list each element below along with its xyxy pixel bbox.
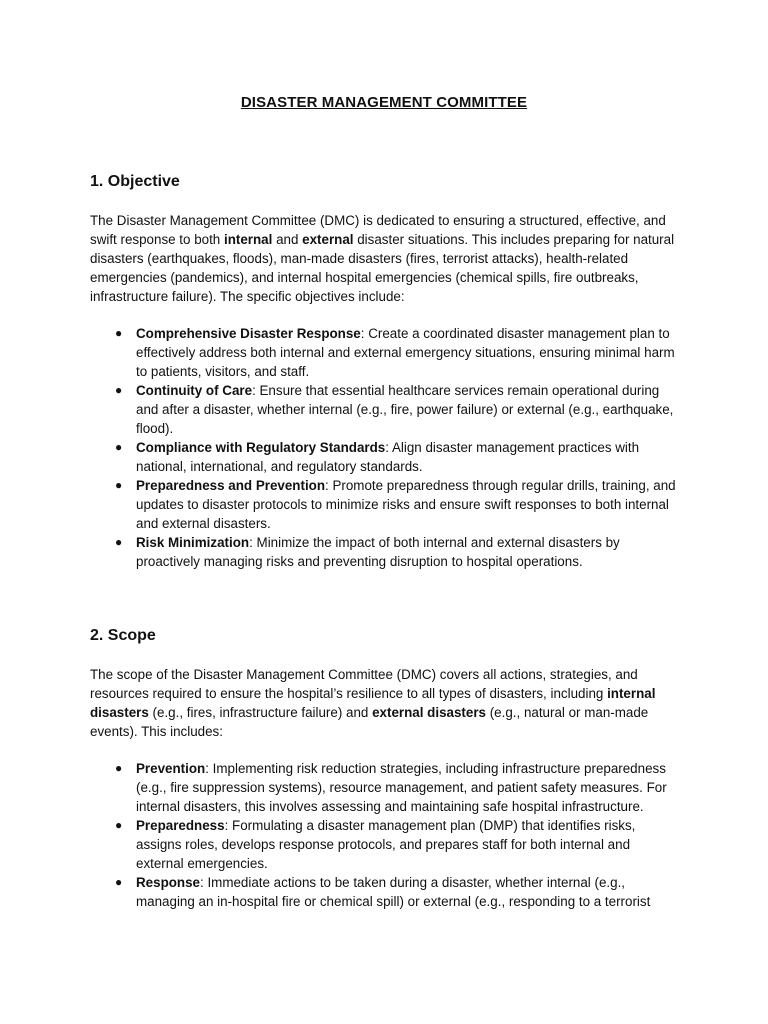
section-heading-scope: 2. Scope	[90, 627, 156, 644]
list-item-term: Preparedness and Prevention	[136, 478, 326, 493]
list-item-term: Preparedness	[136, 818, 225, 833]
bullet-icon: ●	[115, 478, 123, 492]
paragraph-bold-text: external disasters	[372, 705, 486, 720]
list-item-text: : Create a coordinated disaster management plan to effectively address both internal and external emergency situations, ensuring minimal harm to patients, visitors, and staff.	[136, 326, 675, 379]
list-item-text: : Promote preparedness through regular drills, training, and updates to disaster protocols to minimize risks and ensure swift responses to both internal and external disasters.	[136, 478, 676, 531]
list-item-text: : Minimize the impact of both internal and external disasters by proactively managing risks and preventing disruption to hospital operations.	[136, 535, 620, 569]
paragraph-text: disaster situations. This includes preparing for natural disasters (earthquakes, floods), man-made disasters (fires, terrorist attacks), health-related emergencies (pandemics), and internal hospital emergencies (chemical spills, fire outbreaks, infrastructure failure). The specific objectives include:	[90, 232, 675, 304]
list-item	[90, 381, 680, 438]
list-item-term: Risk Minimization	[136, 535, 250, 550]
list-item-text: : Align disaster management practices with national, international, and regulatory standards.	[136, 440, 640, 474]
list-item	[90, 759, 680, 816]
paragraph-text: (e.g., natural or man-made events). This includes:	[90, 705, 649, 739]
paragraph-text: The scope of the Disaster Management Committee (DMC) covers all actions, strategies, and resources required to ensure the hospital’s resilience to all types of disasters, including	[90, 667, 638, 701]
bullet-icon: ●	[115, 326, 123, 340]
list-item	[90, 816, 680, 873]
paragraph-bold-text: internal	[223, 232, 273, 247]
list-item	[90, 324, 680, 381]
list-item-text: : Immediate actions to be taken during a disaster, whether internal (e.g., managing an in-hospital fire or chemical spill) or external (e.g., responding to a terrorist	[136, 875, 651, 909]
section-heading-objective: 1. Objective	[90, 173, 180, 190]
scope-paragraph	[90, 665, 680, 741]
paragraph-bold-text: internal disasters	[90, 686, 656, 720]
list-item	[90, 873, 680, 911]
bullet-icon: ●	[115, 440, 123, 454]
list-item-text: : Ensure that essential healthcare services remain operational during and after a disaster, whether internal (e.g., fire, power failure) or external (e.g., earthquake, flood).	[136, 383, 674, 436]
objective-list	[90, 324, 680, 571]
list-item	[90, 533, 680, 571]
paragraph-text: (e.g., fires, infrastructure failure) and	[148, 705, 373, 720]
bullet-icon: ●	[115, 383, 123, 397]
list-item-term: Continuity of Care	[136, 383, 253, 398]
scope-list	[90, 759, 680, 911]
document-title: DISASTER MANAGEMENT COMMITTEE	[240, 94, 528, 111]
list-item-term: Response	[136, 875, 200, 890]
list-item-term: Compliance with Regulatory Standards	[136, 440, 386, 455]
bullet-icon: ●	[115, 818, 123, 832]
list-item-text: : Implementing risk reduction strategies, including infrastructure preparedness (e.g., fire suppression systems), resource management, and patient safety measures. For internal disasters, this involves assessing and maintaining safe hospital infrastructure.	[136, 761, 667, 814]
list-item-term: Comprehensive Disaster Response	[136, 326, 361, 341]
list-item-term: Prevention	[136, 761, 206, 776]
objective-paragraph	[90, 211, 680, 306]
list-item	[90, 438, 680, 476]
list-item-text: : Formulating a disaster management plan (DMP) that identifies risks, assigns roles, develops response protocols, and prepares staff for both internal and external emergencies.	[136, 818, 636, 871]
paragraph-bold-text: external	[302, 232, 354, 247]
paragraph-text: The Disaster Management Committee (DMC) is dedicated to ensuring a structured, effective, and swift response to both	[90, 213, 666, 247]
paragraph-text: and	[272, 232, 303, 247]
bullet-icon: ●	[115, 875, 123, 889]
list-item	[90, 476, 680, 533]
bullet-icon: ●	[115, 535, 123, 549]
bullet-icon: ●	[115, 761, 123, 775]
